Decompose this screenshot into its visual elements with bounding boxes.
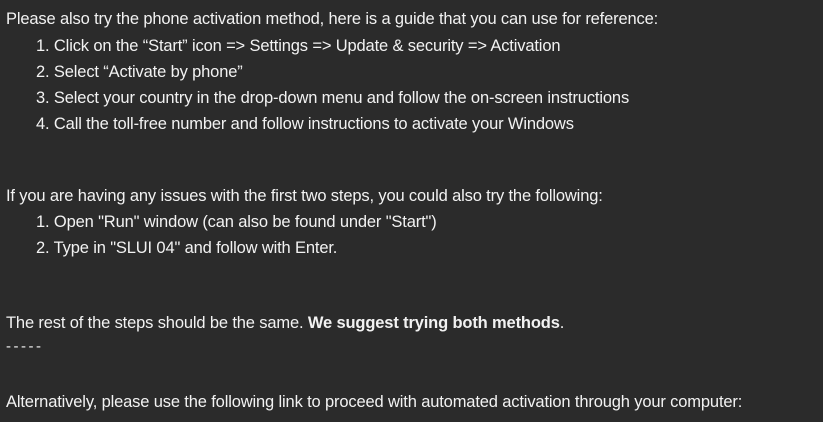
automated-activation-text: Alternatively, please use the following link to proceed with automated activation through your computer: bbox=[6, 393, 743, 411]
list-item bbox=[36, 209, 437, 235]
list-item-number: 1. bbox=[36, 213, 50, 231]
suggestion-period: . bbox=[559, 314, 565, 332]
list-item bbox=[36, 33, 560, 59]
list-item bbox=[36, 235, 337, 261]
list-item-number: 1. bbox=[36, 37, 50, 55]
list-item-text: Open "Run" window (can also be found under "Start") bbox=[53, 213, 437, 231]
alternate-steps-intro: If you are having any issues with the first two steps, you could also try the following: bbox=[6, 187, 603, 205]
list-item-text: Click on the “Start” icon => Settings => Update & security => Activation bbox=[53, 37, 561, 55]
list-item-number: 2. bbox=[36, 63, 50, 81]
suggestion-bold-text: We suggest trying both methods bbox=[307, 314, 560, 332]
list-item-text: Select your country in the drop-down menu and follow the on-screen instructions bbox=[53, 89, 630, 107]
list-item bbox=[36, 59, 243, 85]
list-item-number: 2. bbox=[36, 239, 50, 257]
separator-dashes: ----- bbox=[6, 338, 44, 355]
list-item-text: Type in "SLUI 04" and follow with Enter. bbox=[53, 239, 338, 257]
list-item-text: Call the toll-free number and follow instructions to activate your Windows bbox=[53, 115, 574, 133]
list-item-text: Select “Activate by phone” bbox=[53, 63, 243, 81]
list-item-number: 3. bbox=[36, 89, 50, 107]
phone-activation-intro: Please also try the phone activation method, here is a guide that you can use for reference: bbox=[6, 10, 659, 28]
suggestion-text: The rest of the steps should be the same. bbox=[6, 314, 308, 332]
list-item bbox=[36, 111, 574, 137]
list-item-number: 4. bbox=[36, 115, 50, 133]
list-item bbox=[36, 85, 629, 111]
suggestion-paragraph bbox=[6, 310, 564, 336]
